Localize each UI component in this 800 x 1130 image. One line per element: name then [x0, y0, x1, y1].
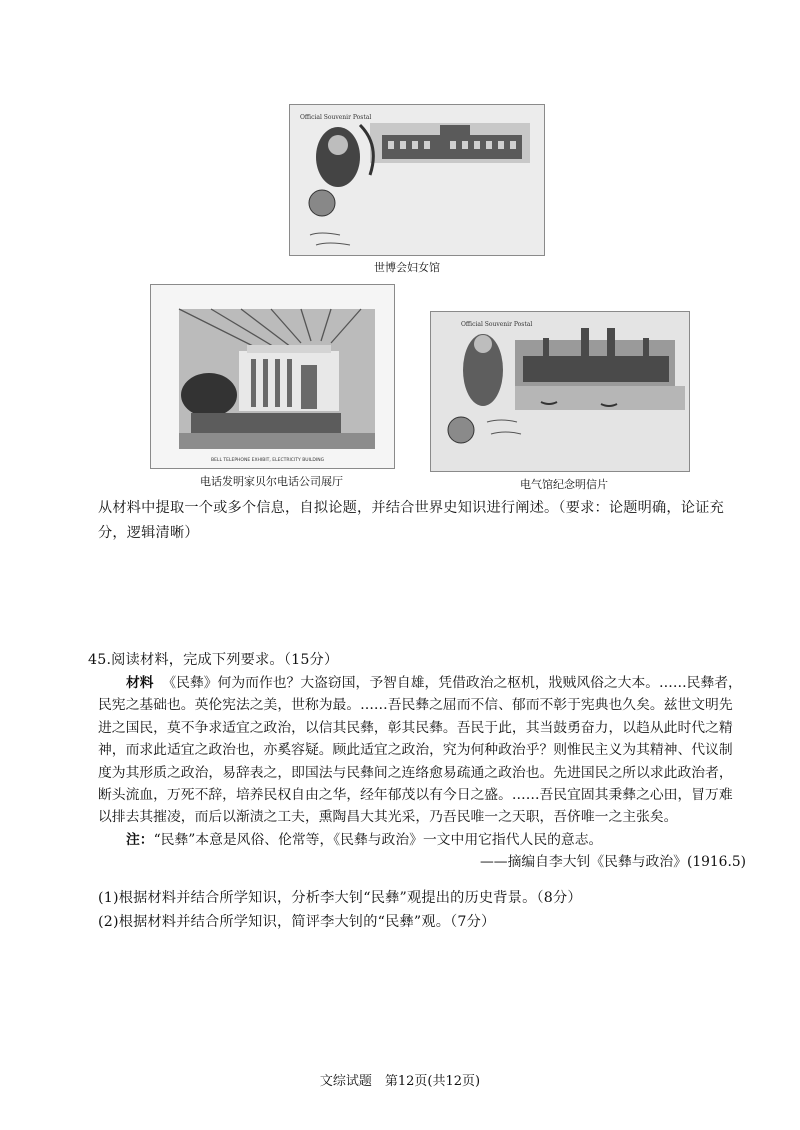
photo-caption-strip: BELL TELEPHONE EXHIBIT, ELECTRICITY BUILDING [211, 458, 325, 463]
question44-prompt: 从材料中提取一个或多个信息，自拟论题，并结合世界史知识进行阐述。（要求：论题明确，论证充分，逻辑清晰） [98, 500, 724, 541]
question45-sub2: (2)根据材料并结合所学知识，简评李大钊的“民彝”观。（7分） [98, 914, 496, 930]
question45-title: 45.阅读材料，完成下列要求。（15分） [88, 652, 339, 668]
electricity-building-postcard [430, 311, 690, 472]
figure-caption-1: 世博会妇女馆 [374, 261, 440, 274]
material-source: ——摘编自李大钊《民彝与政治》(1916.5) [480, 854, 746, 871]
figure-caption-2: 电话发明家贝尔电话公司展厅 [200, 475, 343, 488]
note-text: “民彝”本意是风俗、伦常等，《民彝与政治》一文中用它指代人民的意志。 [153, 831, 603, 848]
page-footer: 文综试题 第12页(共12页) [319, 1074, 481, 1089]
material-text: 《民彝》何为而作也？大盗窃国，予智自雄，凭借政治之枢机，戕贼风俗之大本。……民彝者，民宪之基础也。英伦宪法之美，世称为最。……吾民彝之屈而不信、郁而不彰于宪典也久矣。兹世文明先进之国民，莫不争求适宜之政治，以信其民彝，彰其民彝。吾民于此，其当鼓勇奋力，以趋从此时代之精神，而求此适宜之政治也，亦奚容疑。顾此适宜之政治，究为何种政治乎？则惟民主义为其精神、代议制度为其形质之政治，易辞表之，即国法与民彝间之连络愈易疏通之政治也。先进国民之所以求此政治者，断头流血，万死不辞，培养民权自由之华，经年郁茂以有今日之盛。……吾民宜固其秉彝之心田，冒万难以排去其摧凌，而后以渐渍之工夫，熏陶昌大其光采，乃吾民唯一之天职，吾侪唯一之主张矣。 [98, 675, 742, 826]
figure-caption-3: 电气馆纪念明信片 [520, 478, 608, 491]
question45-material [98, 672, 746, 874]
woman-building-postcard [289, 104, 545, 256]
postcard-stamp-text-3: Official Souvenir Postal [461, 321, 533, 328]
note-label: 注： [126, 831, 154, 848]
question45-sub1: (1)根据材料并结合所学知识，分析李大钊“民彝”观提出的历史背景。（8分） [98, 890, 582, 906]
material-label: 材料 [126, 675, 154, 691]
postcard-stamp-text-1: Official Souvenir Postal [300, 114, 372, 121]
bell-telephone-exhibit-photo [150, 284, 395, 469]
